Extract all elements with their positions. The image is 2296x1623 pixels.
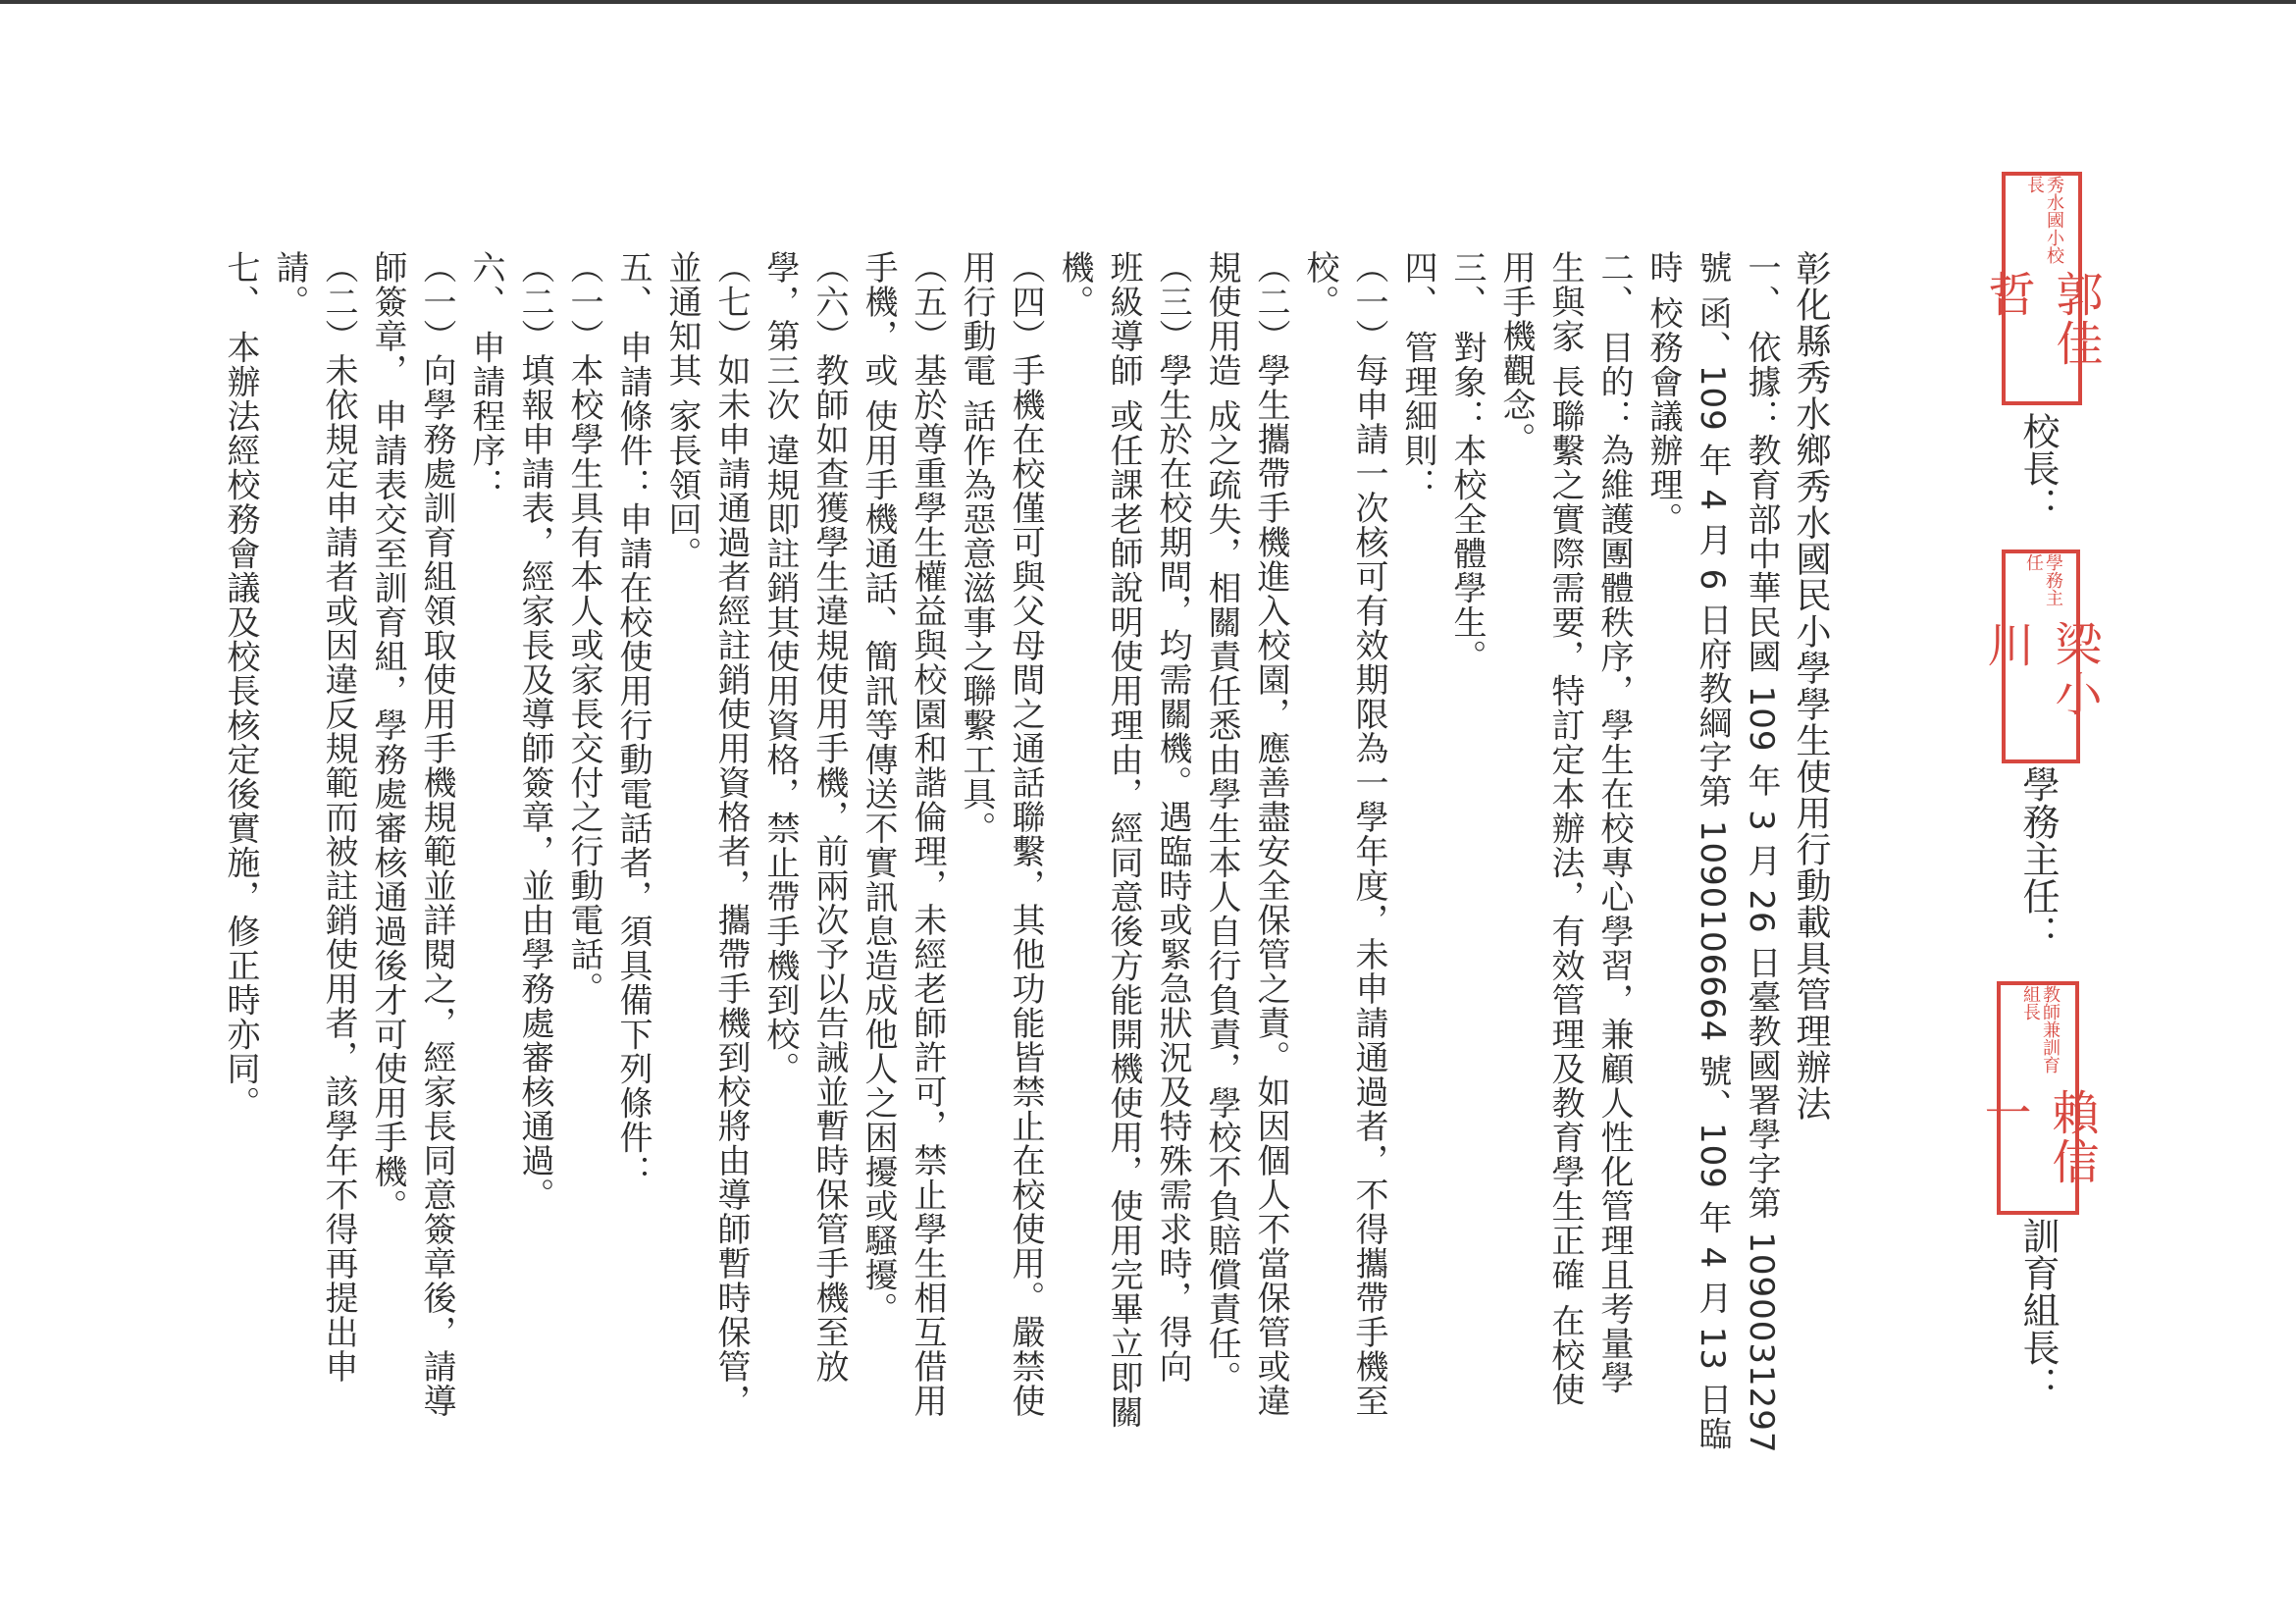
line-7: 三、 對象：本校全體學生。 bbox=[1447, 250, 1487, 674]
line-21: 學，第三次 違規即註銷其使用資格，禁止帶手機到校。 bbox=[760, 250, 800, 1086]
principal-label: 校長： bbox=[2016, 412, 2060, 524]
line-16: （四）手機在校僅可與父母間之通話聯繫，其他功能皆禁止在校使用。嚴禁使 bbox=[1006, 250, 1045, 1418]
principal-stamp-name: 郭佳哲 bbox=[1980, 270, 2103, 369]
line-27: 六、 申請程序： bbox=[466, 250, 505, 502]
line-28: （一）向學務處訓育組領取使用手機規範並詳閱之，經家長同意簽章後，請導 bbox=[417, 250, 456, 1418]
line-2: 號 函、109 年 4 月 6 日府教綱字第 1090106664 號、109 年 4 月 13 日臨 bbox=[1693, 250, 1732, 1451]
training-leader-stamp-name: 賴信一 bbox=[1976, 1088, 2099, 1186]
line-9: （一）每申請一次核可有效期限為一學年度，未申請通過者，不得攜帶手機至 bbox=[1349, 250, 1388, 1418]
line-20: （六）教師如查獲學生違規使用手機，前兩次予以告誡並暫時保管手機至放 bbox=[809, 250, 849, 1384]
document-title: 彰化縣秀水鄉秀水國民小學學生使用行動載具管理辦法 bbox=[1791, 250, 1831, 1122]
line-13: （三）學生於在校期間，均需關機。遇臨時或緊急狀況及特殊需求時，得向 bbox=[1153, 250, 1192, 1384]
line-19: 手機，或 使用手機通話、簡訊等傳送不實訊息造成他人之困擾或騷擾。 bbox=[859, 250, 898, 1327]
line-12: 規使用造 成之疏失，相關責任悉由學生本人自行負責，學校不負賠償責任。 bbox=[1202, 250, 1241, 1395]
line-26: （二）填報申請表，經家長及導師簽章，並由學務處審核通過。 bbox=[515, 250, 554, 1212]
line-17: 用行動電 話作為惡意滋事之聯繫工具。 bbox=[957, 250, 996, 846]
line-11: （二）學生攜帶手機進入校園，應善盡安全保管之責。如因個人不當保管或違 bbox=[1251, 250, 1290, 1418]
line-29: 師簽章， 申請表交至訓育組，學務處審核通過後才可使用手機。 bbox=[368, 250, 407, 1224]
student-affairs-director-stamp-name: 梁小川 bbox=[1979, 620, 2102, 719]
principal-stamp-title: 秀水國小校長 bbox=[2024, 176, 2064, 264]
line-15: 機。 bbox=[1055, 250, 1094, 319]
line-30: （二）未依規定申請者或因違反規範而被註銷使用者，該學年不得再提出申 bbox=[319, 250, 358, 1384]
line-22: （七）如未申請通過者經註銷使用資格者，攜帶手機到校將由導師暫時保管， bbox=[711, 250, 751, 1418]
student-affairs-director-stamp-title: 學務主任 bbox=[2023, 553, 2063, 606]
line-18: （五）基於尊重學生權益與校園和諧倫理，未經老師許可，禁止學生相互借用 bbox=[908, 250, 947, 1418]
line-14: 班級導師 或任課老師說明使用理由，經同意後方能開機使用，使用完畢立即關 bbox=[1104, 250, 1143, 1430]
training-leader-label: 訓育組長： bbox=[2016, 1217, 2060, 1403]
line-5: 生與家 長聯繫之實際需要，特訂定本辦法，有效管理及教育學生正確 在校使 bbox=[1545, 250, 1585, 1407]
student-affairs-director-label: 學務主任： bbox=[2016, 765, 2060, 952]
line-32: 七、 本辦法經校務會議及校長核定後實施，修正時亦同。 bbox=[221, 250, 260, 1121]
line-25: （一）本校學生具有本人或家長交付之行動電話。 bbox=[564, 250, 603, 1006]
line-3: 時 校務會議辦理。 bbox=[1644, 250, 1683, 537]
line-6: 用手機觀念。 bbox=[1496, 250, 1536, 456]
line-8: 四、 管理細則： bbox=[1398, 250, 1437, 502]
line-31: 請。 bbox=[270, 250, 309, 319]
line-24: 五、 申請條件：申請在校使用行動電話者，須具備下列條件： bbox=[613, 250, 652, 1189]
document-body bbox=[216, 250, 1835, 1454]
line-4: 二、 目的：為維護團體秩序，學生在校專心學習，兼顧人性化管理且考量學 bbox=[1594, 250, 1634, 1395]
line-1: 一、 依據：教育部中華民國 109 年 3 月 26 日臺教國署學字第 1090031297 bbox=[1742, 250, 1781, 1454]
line-10: 校。 bbox=[1300, 250, 1339, 319]
line-23: 並通知其 家長領回。 bbox=[662, 250, 702, 571]
training-leader-stamp-title: 教師兼訓育組長 bbox=[2020, 985, 2061, 1073]
